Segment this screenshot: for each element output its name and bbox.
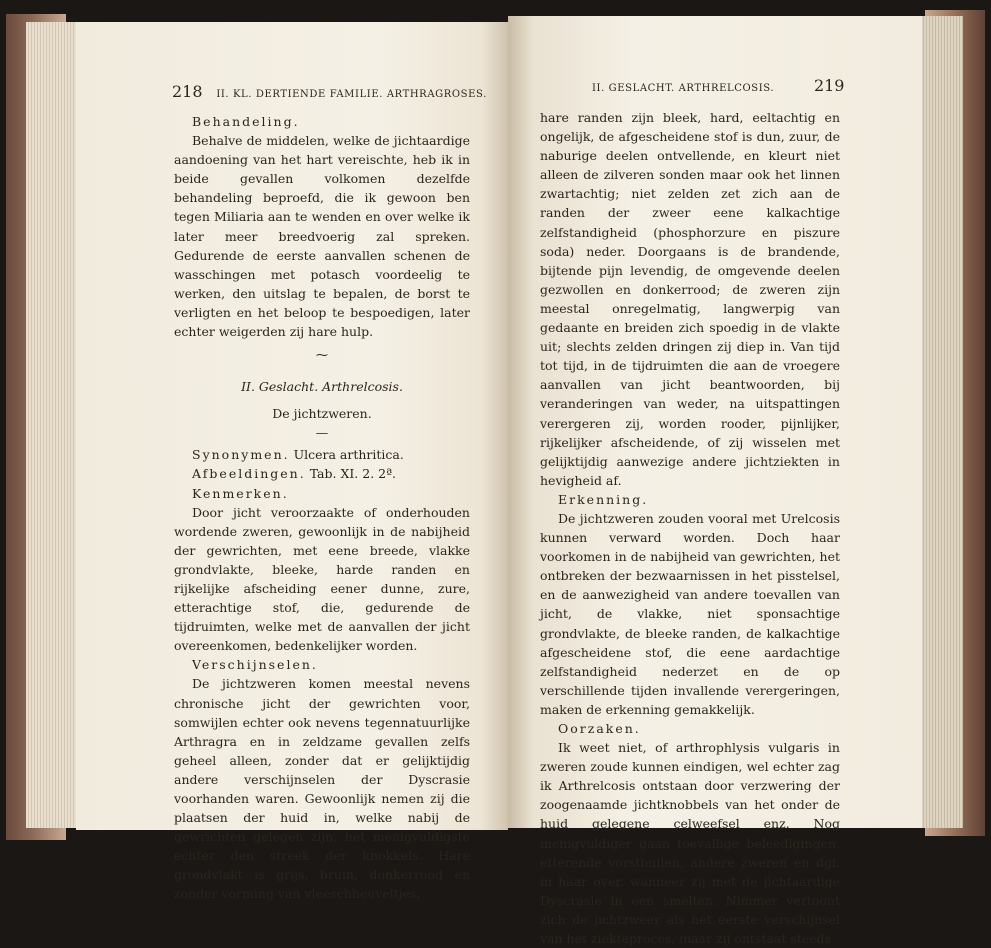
synonymen-label: Synonymen. [192,447,290,463]
right-running-head [592,76,844,95]
genus-title: II. Geslacht. Arthrelcosis. [241,379,403,395]
section-heading-erkenning: Erkenning. [558,491,649,507]
left-page [76,22,508,902]
afbeeldingen-value: Tab. XI. 2. 2ª. [309,466,397,482]
left-page-number: 218 [172,82,203,101]
left-page-edges [26,22,78,828]
right-text-block [540,108,840,948]
section-heading-verschijnselen: Verschijnselen. [192,657,318,673]
paragraph-behandeling: Behalve de middelen, welke de jichtaardige aandoening van het hart vereischte, heb ik in beide gevallen volkomen dezelfde behandeling beproefd, die ik gewoon ben tegen Miliaria aan te wenden en over welke ik later meer breedvoerig zal spreken. Gedurende de eerste aanvallen schenen de wasschingen met potasch voordeelig te werken, den uitslag te bepalen, de borst te verligten en het beloop te bespoedigen, later echter weigerden zij hare hulp. [174,133,470,340]
right-running-head-title: II. GESLACHT. ARTHRELCOSIS. [592,83,775,94]
paragraph-verschijnselen: De jichtzweren komen meestal nevens chronische jicht der gewrichten voor, somwijlen echter ook nevens tegennatuurlijke Arthragra en in zeldzame gevallen zelfs geheel alleen, zonder dat er gelijktijdig andere verschijnselen der Dyscrasie voorhanden waren. Gewoonlijk nemen zij die plaatsen der huid in, welke nabij de gewrichten gelegen zijn, het menigvuldigste echter den streek der knokkels. Hare grondvlakt is grijs, bruin, donkerrood en zonder vorming van vleeschheuveltjes, [174,676,470,902]
genus-subtitle: De jichtzweren. [272,406,372,422]
right-page-edges [915,16,963,828]
ornament-divider: ⁓ [316,348,328,363]
right-page [508,16,922,947]
left-running-head-title: II. KL. DERTIENDE FAMILIE. ARTHRAGROSES. [216,89,487,100]
paragraph-oorzaken: Ik weet niet, of arthrophlysis vulgaris in zweren zoude kunnen eindigen, wel echter zag ik Arthrelcosis ontstaan door verzwering der zoogenaamde jichtknobbels van het onder de huid gelegene celweefsel enz. Nog menigvuldiger gaan toevallige beleedigingen, etterende vorstbuilen, andere zweren en dgl. in haar over, wanneer zij met de jichtaardige Dyscrasie in een smelten. Nimmer vertoont zich de jichtzweer als het eerste verschijnsel van het ziekteproces, maar zij ontstaat steeds [540,740,840,947]
left-running-head [172,82,487,101]
right-page-number: 219 [813,76,845,95]
section-heading-behandeling: Behandeling. [192,114,300,129]
synonymen-value: Ulcera arthritica. [293,447,404,463]
paragraph-continuation: hare randen zijn bleek, hard, eeltachtig en ongelijk, de afgescheidene stof is dun, zuur, de naburige deelen ontvellende, en kleurt niet alleen de zilveren sonden maar ook het linnen zwartachtig; niet zelden zet zich aan de randen der zweer eene kalkachtige zelfstandigheid (phosphorzure en piszure soda) neder. Doorgaans is de brandende, bijtende pijn levendig, de omgevende deelen gezwollen en donkerrood; de zweren zijn meestal onregelmatig, langwerpig van gedaante en breiden zich spoedig in de vlakte uit; slechts zelden dringen zij diep in. Van tijd tot tijd, in de tijdruimten die aan de vroegere aanvallen van jicht beantwoorden, bij veranderingen van weder, na uitspattingen verergeren zij, worden rooder, pijnlijker, rijkelijker afscheidende, of zij wisselen met gelijktijdig aanwezige andere jichtziekten in hevigheid af. [540,110,840,488]
paragraph-kenmerken: Door jicht veroorzaakte of onderhouden wordende zweren, gewoonlijk in de nabijheid der gewrichten, met eene breede, vlakke grondvlakte, bleeke, harde randen en rijkelijke afscheiding eener dunne, zure, etterachtige stof, die, gedurende de tijdruimten, welke met de aanvallen der jicht overeenkomen, bedenkelijker worden. [174,504,470,654]
afbeeldingen-line [174,464,470,483]
synonymen-line [174,445,470,464]
section-heading-kenmerken: Kenmerken. [192,485,289,501]
section-heading-oorzaken: Oorzaken. [558,721,641,736]
dash-divider: — [315,425,329,441]
paragraph-erkenning: De jichtzweren zouden vooral met Urelcosis kunnen verward worden. Doch haar voorkomen in de nabijheid van gewrichten, het ontbreken der bezwaarnissen in het pisstelsel, en de aanwezigheid van andere toevallen van jicht, de vlakke, niet sponsachtige grondvlakte, de bleeke randen, de kalkachtige afgescheidene stof, die eene aardachtige zelfstandigheid nederzet en de op verschillende tijden invallende verergeringen, maken de erkenning gemakkelijk. [540,510,840,717]
afbeeldingen-label: Afbeeldingen. [192,466,306,482]
left-text-block [174,112,470,904]
